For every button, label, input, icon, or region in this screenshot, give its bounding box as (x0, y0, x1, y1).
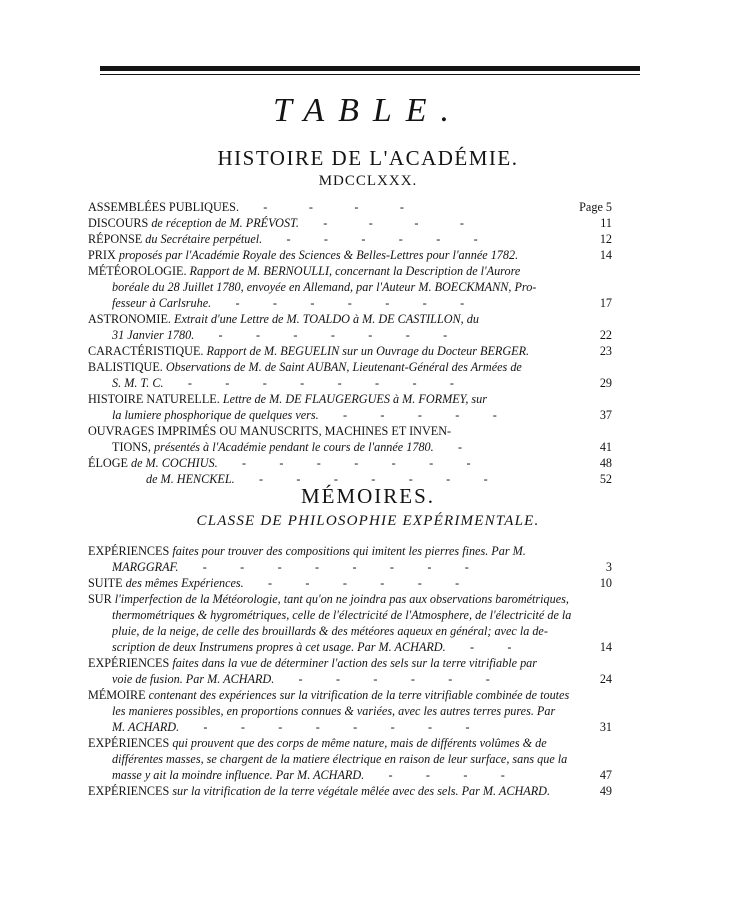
toc-entry-text: de réception de M. PRÉVOST. (148, 216, 299, 230)
toc-page-number: 14 (599, 640, 612, 654)
toc-entry-text: M. ACHARD. (112, 720, 180, 734)
toc-entry-text: l'imperfection de la Météorologie, tant qu'on ne joindra pas aux observations barométriques, (111, 592, 569, 606)
toc-entry (88, 544, 582, 559)
toc-entry (88, 456, 582, 471)
toc-entry-keyword: ÉLOGE (88, 456, 128, 470)
toc-entry (88, 232, 582, 247)
toc-leader-dashes: - - - - (298, 216, 465, 230)
toc-entry (88, 736, 582, 751)
toc-entry-keyword: RÉPONSE (88, 232, 143, 246)
toc-entry-keyword: MÉMOIRE (88, 688, 146, 702)
toc-leader-dashes: - - - - - - - (194, 328, 449, 342)
toc-leader-dashes: - - - - - - (274, 672, 491, 686)
toc-entry (88, 216, 582, 231)
toc-entry-text: fesseur à Carlsruhe. (112, 296, 212, 310)
toc-page-number: 52 (599, 472, 612, 486)
toc-entry-text: proposés par l'Académie Royale des Sciences & Belles-Lettres pour l'année 1782. (115, 248, 519, 262)
toc-leader-dashes: - (433, 440, 464, 454)
toc-entry (112, 640, 582, 655)
toc-entry (88, 264, 582, 279)
toc-entry-text: voie de fusion. Par M. ACHARD. (112, 672, 275, 686)
toc-entry-text: Rapport de M. BERNOULLI, concernant la Description de l'Aurore (186, 264, 521, 278)
toc-entry (112, 408, 582, 423)
section-heading-histoire: HISTOIRE DE L'ACADÉMIE. (217, 146, 519, 170)
toc-entry (88, 592, 582, 607)
toc-entry-keyword: PRIX (88, 248, 116, 262)
toc-entry-text: des mêmes Expériences. (122, 576, 244, 590)
toc-entry (88, 360, 582, 375)
toc-entry (88, 344, 582, 359)
toc-entry-text: Extrait d'une Lettre de M. TOALDO à M. DE CASTILLON, du (170, 312, 479, 326)
toc-entry-text: présentés à l'Académie pendant le cours de l'année 1780. (150, 440, 434, 454)
toc-entry-text: Lettre de M. DE FLAUGERGUES à M. FORMEY, sur (219, 392, 487, 406)
toc-entry-keyword: OUVRAGES IMPRIMÉS OU MANUSCRITS, MACHINES ET INVEN- (88, 424, 452, 438)
toc-entry-keyword: TIONS, (112, 440, 151, 454)
toc-entry (112, 296, 582, 311)
toc-entry-keyword: BALISTIQUE. (88, 360, 163, 374)
toc-page-number: 10 (599, 576, 612, 590)
header-thick-rule (100, 66, 640, 71)
toc-entry-keyword: HISTOIRE NATURELLE. (88, 392, 220, 406)
toc-leader-dashes: - - - - - - - - (163, 376, 455, 390)
toc-entry-keyword: SUITE (88, 576, 123, 590)
toc-leader-dashes: - - - - (239, 200, 405, 214)
header-thin-rule (100, 74, 640, 75)
toc-entry-text: masse y ait la moindre influence. Par M. ACHARD. (112, 768, 365, 782)
toc-entry-keyword: EXPÉRIENCES (88, 736, 170, 750)
section-heading-memoires: MÉMOIRES. (300, 484, 436, 508)
toc-leader-dashes: - - (445, 640, 513, 654)
toc-entry-text: 31 Janvier 1780. (112, 328, 195, 342)
toc-entry (112, 704, 582, 719)
toc-entry-text: de M. COCHIUS. (127, 456, 218, 470)
toc-page-number: 37 (599, 408, 612, 422)
toc-leader-dashes: - - - - - - (262, 232, 479, 246)
toc-entry-text: Rapport de M. BEGUELIN sur un Ouvrage du Docteur BERGER. (203, 344, 530, 358)
toc-leader-dashes: - - - - - - (243, 576, 461, 590)
toc-page-number: 49 (599, 784, 612, 798)
toc-page-number: 23 (599, 344, 612, 358)
toc-entry (88, 688, 582, 703)
toc-page-number: 24 (599, 672, 612, 686)
toc-page-number: 11 (600, 216, 612, 230)
toc-entry (88, 576, 582, 591)
toc-page-number: 47 (599, 768, 612, 782)
toc-leader-dashes: - - - - - - - - (179, 720, 471, 734)
section-year: MDCCLXXX. (318, 173, 418, 189)
toc-entry-text: thermométriques & hygrométriques, celle de l'électricité de l'Atmosphere, de l'électricité de la (112, 608, 572, 622)
toc-entry-text: boréale du 28 Juillet 1780, envoyée en Allemand, par l'Auteur M. BOECKMANN, Pro- (112, 280, 537, 294)
toc-entry-keyword: EXPÉRIENCES (88, 656, 170, 670)
toc-entry-text: pluie, de la neige, de celle des brouillards & des météores aqueux en général; avec la de- (112, 624, 548, 638)
toc-leader-dashes: - - - - - (318, 408, 498, 422)
toc-leader-dashes: - - - - (364, 768, 506, 782)
toc-entry (112, 440, 582, 455)
toc-entry-keyword: SUR (88, 592, 112, 606)
toc-entry-text: sur la vitrification de la terre végétale mêlée avec des sels. Par M. ACHARD. (169, 784, 551, 798)
toc-entry-keyword: CARACTÉRISTIQUE. (88, 344, 204, 358)
toc-entry-text: faites pour trouver des compositions qui imitent les pierres fines. Par M. (169, 544, 526, 558)
toc-entry-text: MARGGRAF. (112, 560, 179, 574)
toc-entry-text: de M. HENCKEL. (146, 472, 235, 486)
toc-page-number: 29 (599, 376, 612, 390)
toc-leader-dashes: - - - - - - - (217, 456, 472, 470)
toc-entry-keyword: MÉTÉOROLOGIE. (88, 264, 187, 278)
toc-entry-keyword: EXPÉRIENCES (88, 784, 170, 798)
toc-entry (88, 200, 582, 215)
toc-entry-keyword: DISCOURS (88, 216, 149, 230)
toc-entry-text: différentes masses, se chargent de la matiere électrique en raison de leur surface, sans que la (112, 752, 568, 766)
page-title: TABLE. (272, 92, 464, 129)
toc-page-number: 31 (599, 720, 612, 734)
toc-entry (88, 392, 582, 407)
toc-entry-keyword: ASSEMBLÉES PUBLIQUES. (88, 200, 240, 214)
toc-entry-text: faites dans la vue de déterminer l'action des sels sur la terre vitrifiable par (169, 656, 537, 670)
toc-entry (112, 768, 582, 783)
toc-entry-text: du Secrétaire perpétuel. (142, 232, 263, 246)
toc-entry-text: contenant des expériences sur la vitrification de la terre vitrifiable combinée de toutes (145, 688, 570, 702)
toc-page-number: 17 (599, 296, 612, 310)
toc-entry-text: Observations de M. de Saint AUBAN, Lieutenant-Général des Armées de (162, 360, 522, 374)
toc-page-number: 12 (599, 232, 612, 246)
toc-entry-keyword: ASTRONOMIE. (88, 312, 171, 326)
class-heading: CLASSE DE PHILOSOPHIE EXPÉRIMENTALE. (196, 513, 540, 529)
toc-entry (112, 280, 582, 295)
toc-entry (88, 424, 582, 439)
toc-entry (88, 312, 582, 327)
toc-entry (88, 656, 582, 671)
toc-entry (112, 752, 582, 767)
toc-entry (112, 720, 582, 735)
toc-entry (112, 376, 582, 391)
toc-page-number: 14 (599, 248, 612, 262)
toc-page-number: 22 (599, 328, 612, 342)
toc-entry-text: les manieres possibles, en proportions connues & variées, avec les autres terres pures. Par (112, 704, 556, 718)
toc-entry-text: la lumiere phosphorique de quelques vers. (112, 408, 319, 422)
toc-page-number: Page 5 (579, 200, 612, 214)
toc-page-number: 41 (599, 440, 612, 454)
toc-entry-text: qui prouvent que des corps de même nature, mais de différents volûmes & de (169, 736, 547, 750)
toc-page-number: 48 (599, 456, 612, 470)
toc-page-number: 3 (605, 560, 612, 574)
toc-entry (112, 672, 582, 687)
toc-entry-text: scription de deux Instrumens propres à cet usage. Par M. ACHARD. (112, 640, 446, 654)
toc-entry (112, 560, 582, 575)
toc-leader-dashes: - - - - - - - (211, 296, 466, 310)
toc-entry-text: S. M. T. C. (112, 376, 164, 390)
toc-entry (112, 608, 582, 623)
toc-entry-keyword: EXPÉRIENCES (88, 544, 170, 558)
toc-entry (88, 784, 582, 799)
toc-leader-dashes: - - - - - - - (234, 472, 489, 486)
toc-leader-dashes: - - - - - - - - (178, 560, 470, 574)
toc-entry (88, 248, 582, 263)
toc-entry (112, 624, 582, 639)
toc-entry (112, 328, 582, 343)
